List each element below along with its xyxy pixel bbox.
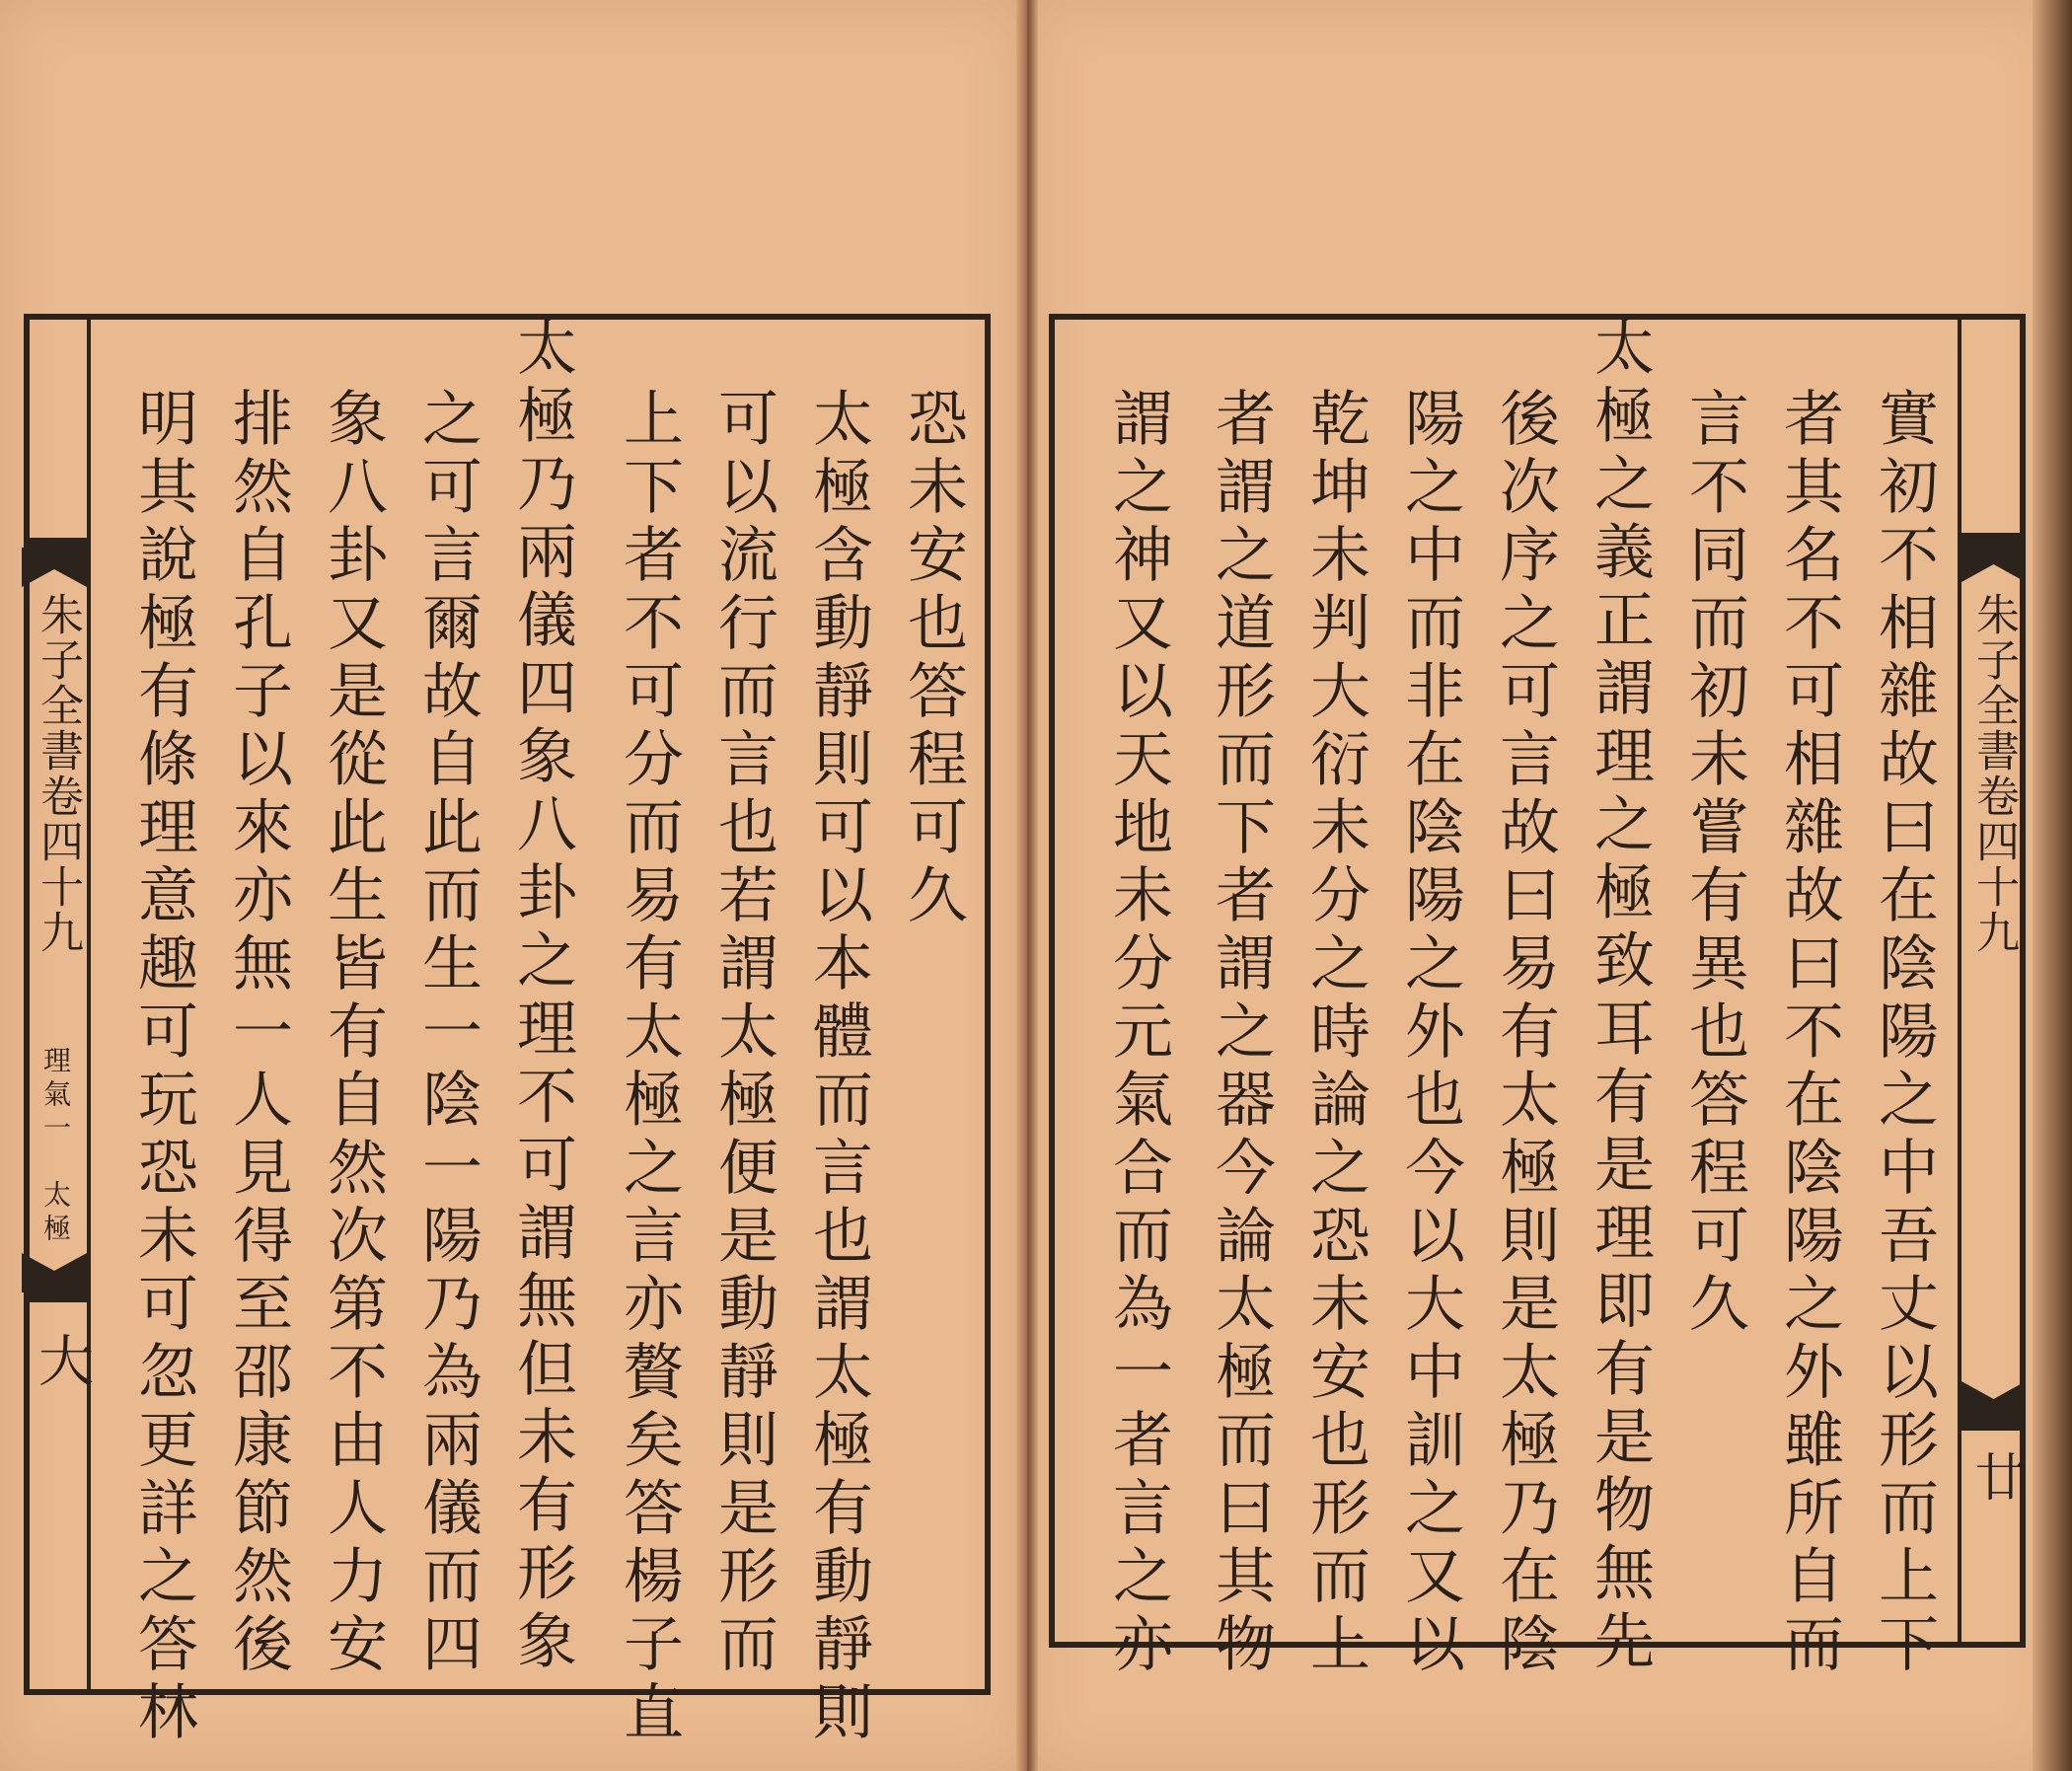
left-column-1: 恐未安也答程可久 bbox=[898, 387, 968, 931]
right-column-6: 陽之中而非在陰陽之外也今以大中訓之又以 bbox=[1395, 387, 1465, 1680]
book-gutter bbox=[1016, 0, 1038, 1771]
left-margin-book-title: 朱子全書卷四十九 bbox=[33, 592, 83, 955]
right-margin-bar-top bbox=[1961, 533, 2026, 543]
page-edge bbox=[2033, 0, 2072, 1771]
right-column-9: 謂之神又以天地未分元氣合而為一者言之亦 bbox=[1103, 387, 1173, 1680]
left-column-3: 可以流行而言也若謂太極便是動靜則是形而 bbox=[708, 387, 778, 1680]
right-margin-book-title: 朱子全書卷四十九 bbox=[1968, 592, 2019, 955]
left-column-8: 排然自孔子以來亦無一人見得至邵康節然後 bbox=[223, 387, 293, 1680]
right-margin-bar-bottom bbox=[1961, 1421, 2026, 1431]
left-margin-folio: 大 bbox=[30, 1332, 94, 1387]
left-column-5: 太極乃兩儀四象八卦之理不可謂無但未有形象 bbox=[507, 316, 577, 1677]
right-column-1: 實初不相雜故曰在陰陽之中吾丈以形而上下 bbox=[1869, 387, 1939, 1680]
right-column-5: 後次序之可言故曰易有太極則是太極乃在陰 bbox=[1490, 387, 1560, 1680]
left-margin-bar-top bbox=[24, 538, 87, 548]
left-margin-bar-bottom bbox=[24, 1292, 87, 1302]
right-column-7: 乾坤未判大衍未分之時論之恐未安也形而上 bbox=[1300, 387, 1370, 1680]
left-column-4: 上下者不可分而易有太極之言亦贅矣答楊子直 bbox=[614, 387, 684, 1748]
right-column-3: 言不同而初未嘗有異也答程可久 bbox=[1679, 387, 1749, 1340]
right-column-8: 者謂之道形而下者謂之器今論太極而曰其物 bbox=[1206, 387, 1276, 1680]
left-column-7: 象八卦又是從此生皆有自然次第不由人力安 bbox=[318, 387, 388, 1680]
left-column-2: 太極含動靜則可以本體而言也謂太極有動靜則 bbox=[803, 387, 873, 1748]
right-column-2: 者其名不可相雜故曰不在陰陽之外雖所自而 bbox=[1774, 387, 1844, 1680]
left-column-9: 明其說極有條理意趣可玩恐未可忽更詳之答林 bbox=[128, 387, 198, 1748]
right-margin-rule bbox=[1958, 314, 1961, 1648]
left-margin-rule bbox=[87, 314, 91, 1695]
left-margin-section: 理氣一 太極 bbox=[39, 1046, 72, 1247]
left-column-6: 之可言爾故自此而生一陰一陽乃為兩儀而四 bbox=[412, 387, 482, 1680]
right-margin-folio: 廿 bbox=[1965, 1450, 2025, 1502]
right-column-4: 太極之義正謂理之極致耳有是理即有是物無先 bbox=[1585, 316, 1655, 1677]
